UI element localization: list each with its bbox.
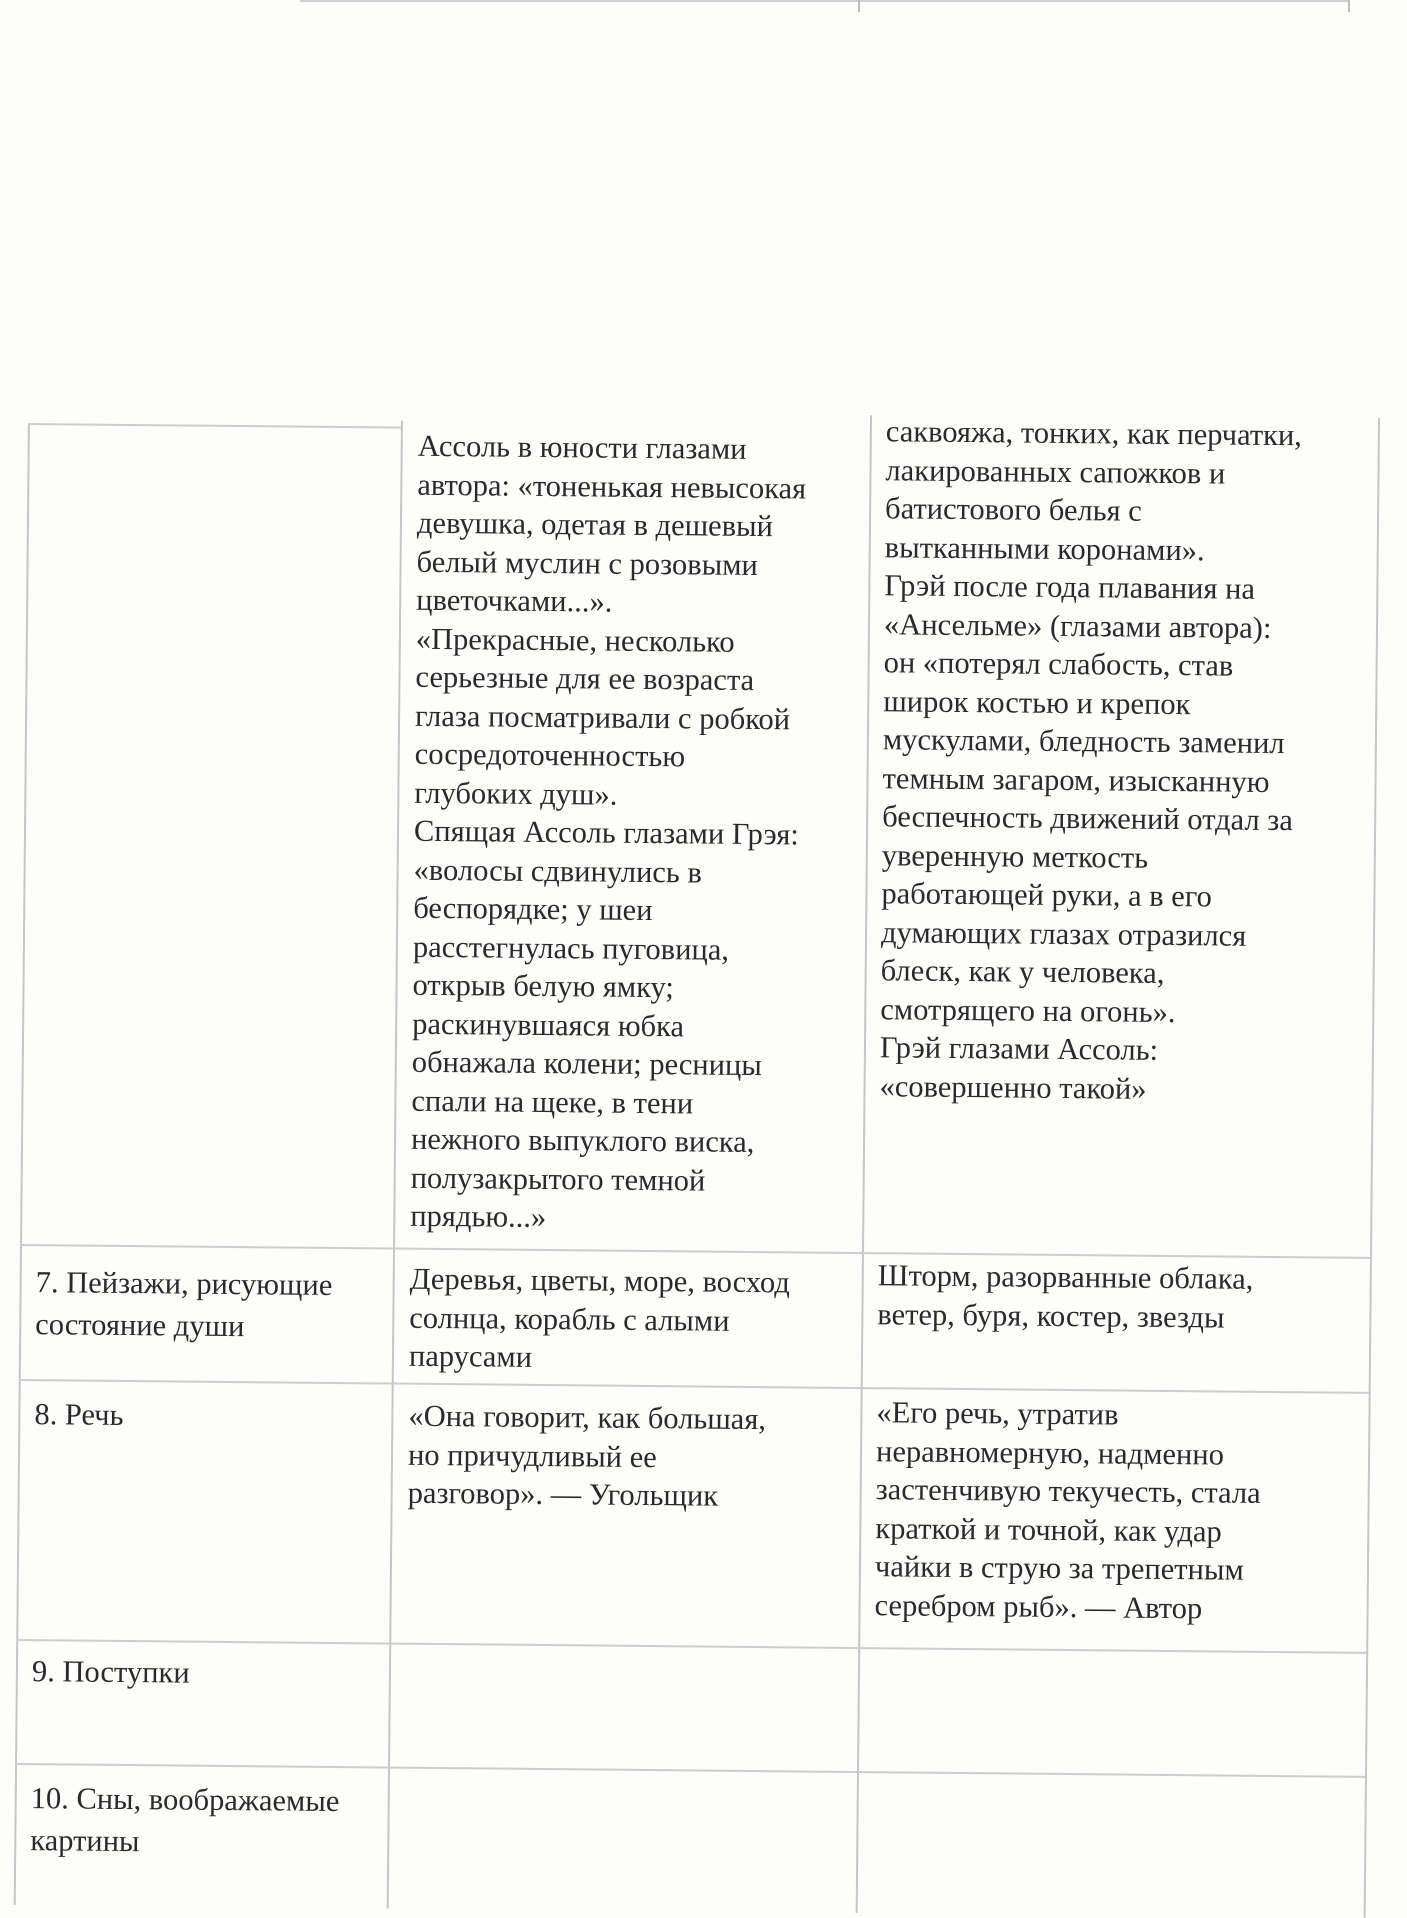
top-border-tick xyxy=(858,0,860,12)
table-cell-assol xyxy=(405,1781,850,1785)
table-border-right xyxy=(1364,418,1380,1918)
top-border-remnant xyxy=(300,0,1350,2)
table-cell-assol: Ассоль в юности глазами автора: «тоненькая невысокая девушка, одетая в дешевый белый муслин с розовыми цветочками...». «Прекрасные, несколько серьезные для ее возраста глаза посматривали с робкой сосредоточенностью глубоких душ». Спящая Ассоль глазами Грэя: «волосы сдвинулись в беспорядке; у шеи расстегнулась пуговица, открыв белую ямку; раскинувшаяся юбка обнажала колени; ресницы спали на щеке, в тени нежного выпуклого виска, полузакрытого темной прядью...» xyxy=(410,428,807,1235)
table-row-border xyxy=(19,1379,1369,1394)
table-row-label: 10. Сны, воображаемые картины xyxy=(30,1781,340,1859)
table-row-label: 7. Пейзажи, рисующие состояние души xyxy=(35,1265,333,1344)
table-cell-assol: Деревья, цветы, море, восход солнца, корабль с алыми парусами xyxy=(408,1261,791,1374)
table-row-border xyxy=(28,423,401,429)
table-row-label: 9. Поступки xyxy=(31,1654,190,1690)
table-cell-grey: саквояжа, тонких, как перчатки, лакированных сапожков и батистового белья с вытканными коронами». Грэй после года плавания на «Ансельме» (глазами автора): он «потерял слабость, став широк костью и крепок мускулами, бледность заменил темным загаром, изысканную беспечность движений отдал за уверенную меткость работающей руки, а в его думающих глазах отразился блеск, как у человека, смотрящего на огонь». Грэй глазами Ассоль: «совершенно такой» xyxy=(879,414,1303,1106)
table-row-label: 8. Речь xyxy=(34,1397,124,1432)
table-row-border xyxy=(15,1763,1365,1778)
table-cell-grey: Шторм, разорванные облака, ветер, буря, костер, звезды xyxy=(877,1258,1254,1335)
character-comparison-table xyxy=(14,415,1378,1908)
table-cell-grey xyxy=(874,1658,1354,1663)
table-row-border xyxy=(20,1244,1370,1259)
table-cell-assol: «Она говорит, как большая, но причудливый ее разговор». — Угольщик xyxy=(407,1398,767,1513)
table-cell-assol xyxy=(406,1654,851,1658)
table-cell-grey: «Его речь, утратив неравномерную, надменно застенчивую текучесть, стала краткой и точной, как удар чайки в струю за трепетным серебром рыб». — Автор xyxy=(874,1395,1261,1625)
top-border-tick xyxy=(1348,0,1350,12)
table-column-divider xyxy=(387,421,403,1909)
table-border-left xyxy=(14,425,30,1905)
table-cell-grey xyxy=(873,1785,1353,1790)
